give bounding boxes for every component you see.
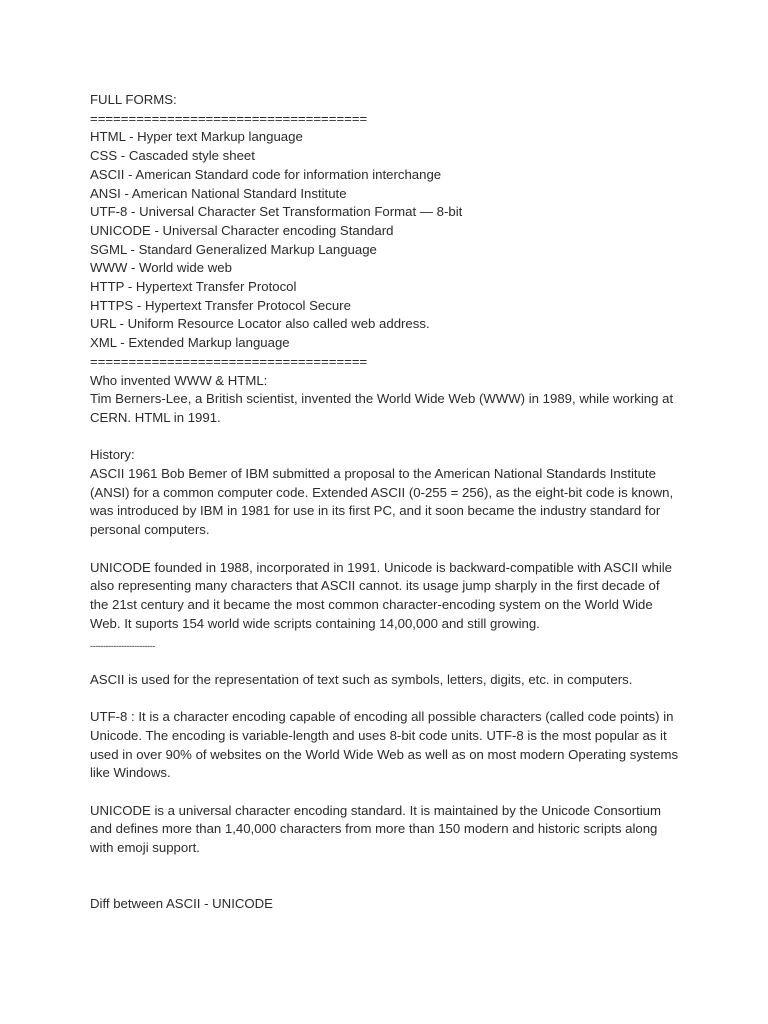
paragraph-line: with emoji support.	[90, 840, 200, 856]
paragraph-line: was introduced by IBM in 1981 for use in its first PC, and it soon became the industry standard for	[90, 503, 661, 519]
full-form-item: ANSI - American National Standard Institute	[90, 185, 347, 201]
dash-divider	[90, 633, 690, 652]
paragraph-line: personal computers.	[90, 522, 210, 538]
paragraph-line: Tim Berners-Lee, a British scientist, invented the World Wide Web (WWW) in 1989, while working at	[90, 391, 674, 407]
who-invented-paragraph	[90, 390, 690, 427]
full-form-item: UNICODE - Universal Character encoding Standard	[90, 222, 394, 238]
full-form-item: UTF-8 - Universal Character Set Transformation Format — 8-bit	[90, 204, 463, 220]
full-form-item: HTTP - Hypertext Transfer Protocol	[90, 279, 297, 295]
full-forms-list	[90, 128, 690, 352]
diff-heading: Diff between ASCII - UNICODE	[90, 896, 273, 912]
paragraph-line: and defines more than 1,40,000 characters from more than 150 modern and historic scripts along	[90, 821, 658, 837]
full-form-item: ASCII - American Standard code for information interchange	[90, 166, 442, 182]
full-form-item: SGML - Standard Generalized Markup Language	[90, 241, 377, 257]
paragraph-line: Web. It suports 154 world wide scripts containing 14,00,000 and still growing.	[90, 615, 540, 631]
paragraph-line: UTF-8 : It is a character encoding capable of encoding all possible characters (called code points) in	[90, 709, 674, 725]
paragraph-line: UNICODE is a universal character encoding standard. It is maintained by the Unicode Consortium	[90, 802, 661, 818]
paragraph-line: the 21st century and it became the most common character-encoding system on the World Wide	[90, 596, 653, 612]
unicode-paragraph	[90, 802, 690, 858]
paragraph-line: UNICODE founded in 1988, incorporated in 1991. Unicode is backward-compatible with ASCII while	[90, 559, 673, 575]
separator-bottom: ====================================	[90, 353, 368, 369]
full-form-item: HTTPS - Hypertext Transfer Protocol Secure	[90, 297, 351, 313]
full-forms-heading: FULL FORMS:	[90, 92, 177, 107]
history-heading: History:	[90, 447, 135, 463]
full-form-item: HTML - Hyper text Markup language	[90, 129, 303, 145]
full-form-item: URL - Uniform Resource Locator also called web address.	[90, 316, 430, 332]
history-ascii-paragraph	[90, 465, 690, 540]
who-invented-heading: Who invented WWW & HTML:	[90, 372, 268, 388]
separator-top: ====================================	[90, 110, 368, 126]
paragraph-line: CERN. HTML in 1991.	[90, 409, 221, 425]
paragraph-line: (ANSI) for a common computer code. Extended ASCII (0-255 = 256), as the eight-bit code is known,	[90, 484, 674, 500]
dash-divider-text: -------------------------	[90, 641, 155, 652]
ascii-usage-text: ASCII is used for the representation of text such as symbols, letters, digits, etc. in computers.	[90, 671, 633, 687]
paragraph-line: Unicode. The encoding is variable-length and uses 8-bit code units. UTF-8 is the most popular as it	[90, 727, 667, 743]
full-form-item: WWW - World wide web	[90, 260, 232, 276]
full-form-item: XML - Extended Markup language	[90, 335, 290, 351]
paragraph-line: ASCII 1961 Bob Bemer of IBM submitted a proposal to the American National Standards Institute	[90, 466, 656, 482]
paragraph-line: like Windows.	[90, 765, 171, 781]
utf8-paragraph	[90, 708, 690, 783]
paragraph-line: also representing many characters that ASCII cannot. its usage jump sharply in the first decade of	[90, 578, 660, 594]
document-page	[90, 91, 690, 914]
paragraph-line: used in over 90% of websites on the World Wide Web as well as on most modern Operating systems	[90, 746, 679, 762]
full-form-item: CSS - Cascaded style sheet	[90, 148, 255, 164]
history-unicode-paragraph	[90, 559, 690, 634]
